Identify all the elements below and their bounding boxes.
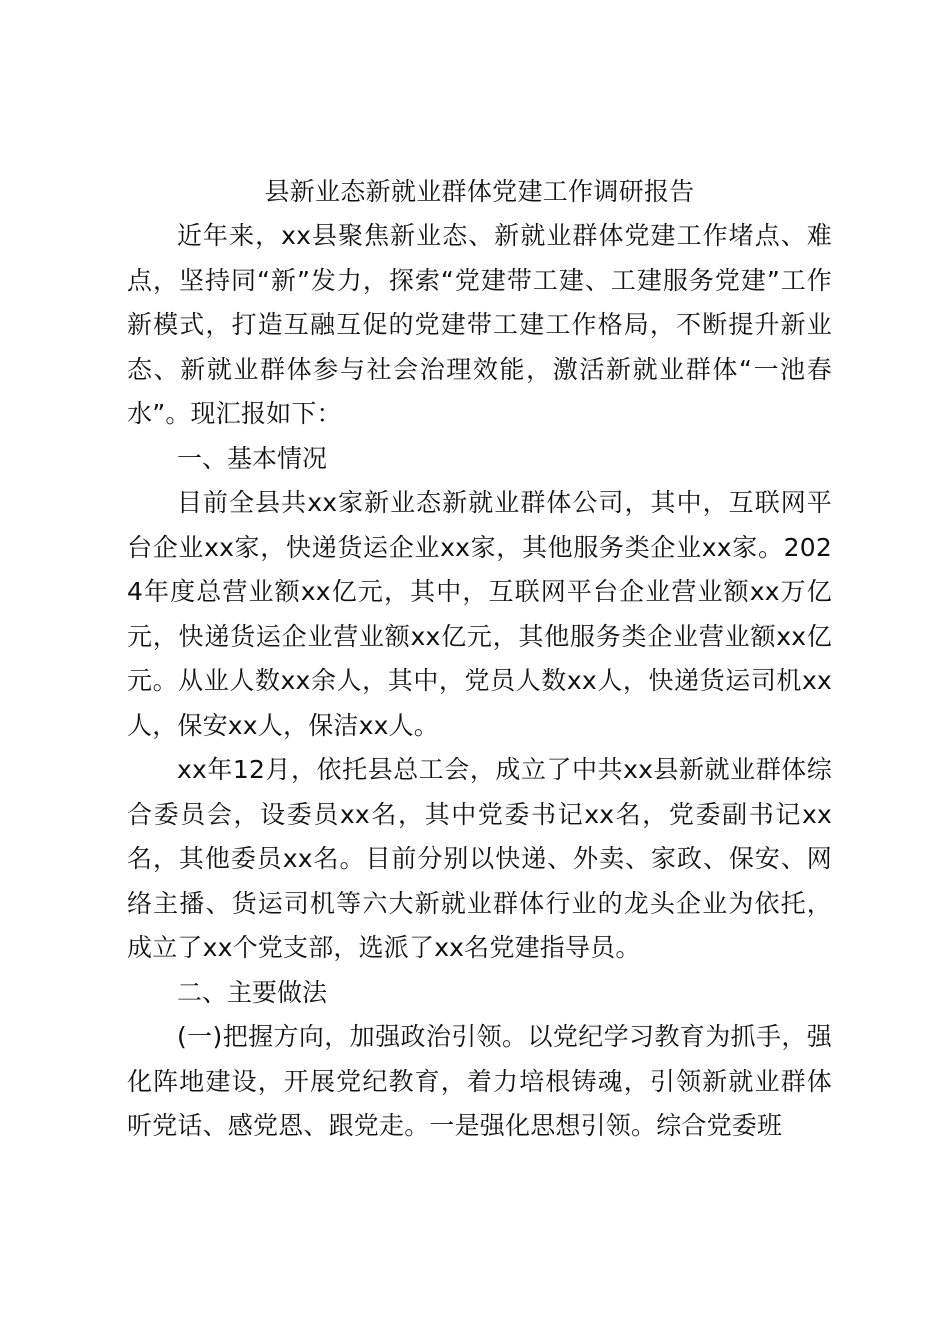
body-paragraph: (一)把握方向，加强政治引领。以党纪学习教育为抓手，强化阵地建设，开展党纪教育，着力培根铸魂，引领新就业群体听党话、感党恩、跟党走。一是强化思想引领。综合党委班 bbox=[127, 1022, 832, 1140]
section-heading-main-practices: 二、主要做法 bbox=[177, 977, 328, 1007]
body-paragraph: xx年12月，依托县总工会，成立了中共xx县新就业群体综合委员会，设委员xx名，其中党委书记xx名，党委副书记xx名，其他委员xx名。目前分别以快递、外卖、家政、保安、网络主播、货运司机等六大新就业群体行业的龙头企业为依托，成立了xx个党支部，选派了xx名党建指导员。 bbox=[127, 755, 832, 962]
body-paragraph: 目前全县共xx家新业态新就业群体公司，其中，互联网平台企业xx家，快递货运企业xx家，其他服务类企业xx家。2024年度总营业额xx亿元，其中，互联网平台企业营业额xx万亿元，快递货运企业营业额xx亿元，其他服务类企业营业额xx亿元。从业人数xx余人，其中，党员人数xx人，快递货运司机xx人，保安xx人，保洁xx人。 bbox=[127, 488, 832, 740]
section-heading-basic-situation: 一、基本情况 bbox=[177, 443, 328, 473]
document-body bbox=[127, 170, 832, 1149]
intro-paragraph: 近年来，xx县聚焦新业态、新就业群体党建工作堵点、难点，坚持同“新”发力，探索“党建带工建、工建服务党建”工作新模式，打造互融互促的党建带工建工作格局，不断提升新业态、新就业群体参与社会治理效能，激活新就业群体“一池春水”。现汇报如下： bbox=[127, 221, 832, 428]
document-title: 县新业态新就业群体党建工作调研报告 bbox=[264, 177, 695, 206]
